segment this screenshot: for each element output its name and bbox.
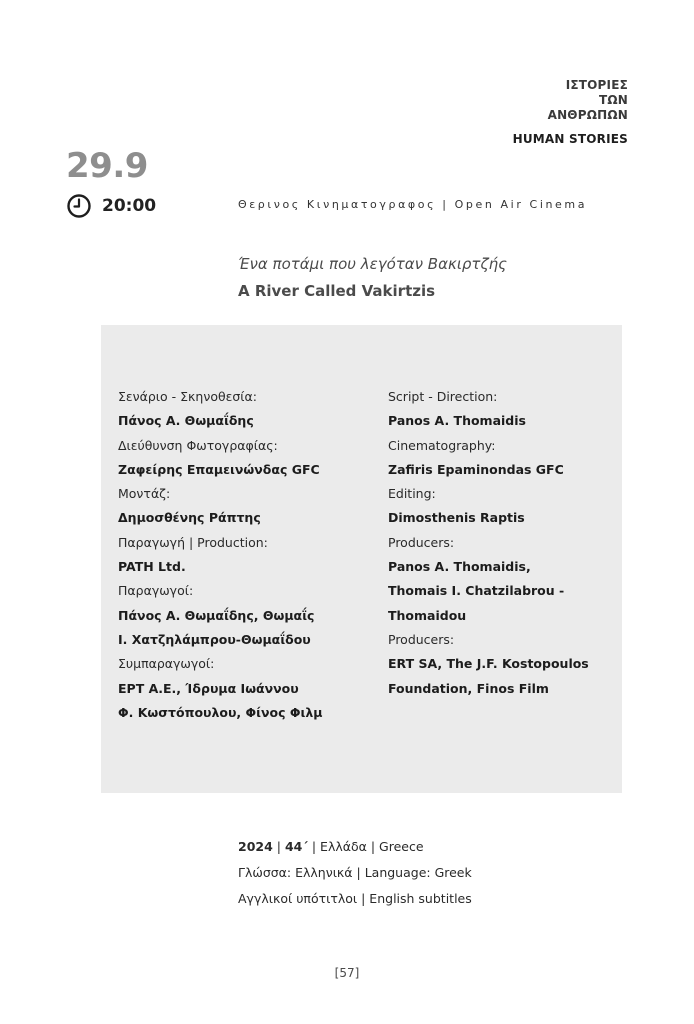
credit-value: Zafiris Epaminondas GFC bbox=[388, 461, 564, 477]
film-info-separator: | bbox=[272, 839, 285, 854]
screening-time-row bbox=[66, 192, 156, 220]
film-subtitles: Αγγλικοί υπότιτλοι | English subtitles bbox=[238, 891, 472, 906]
credit-label: Συμπαραγωγοί: bbox=[118, 656, 215, 672]
section-label-gr-1: ΙΣΤΟΡΙΕΣ bbox=[565, 78, 628, 92]
page-number: [57] bbox=[334, 966, 360, 980]
credit-value: Thomais I. Chatzilabrou - bbox=[388, 583, 565, 599]
film-duration: 44΄ bbox=[284, 839, 308, 854]
credit-value: Δημοσθένης Ράπτης bbox=[118, 510, 261, 526]
screening-time: 20:00 bbox=[102, 196, 157, 216]
credits-greek-column bbox=[118, 385, 323, 725]
credit-label: Editing: bbox=[388, 486, 436, 502]
film-info bbox=[238, 834, 472, 912]
credit-label: Cinematography: bbox=[388, 437, 496, 453]
film-year: 2024 bbox=[238, 839, 273, 854]
film-title-english: A River Called Vakirtzis bbox=[238, 282, 436, 300]
credit-label: Script - Direction: bbox=[388, 389, 498, 404]
film-info-line-1 bbox=[238, 834, 472, 860]
credit-label: Παραγωγοί: bbox=[118, 583, 194, 599]
credit-value: PATH Ltd. bbox=[118, 559, 186, 575]
section-label-gr-2: ΤΩΝ bbox=[598, 93, 628, 107]
credit-label: Producers: bbox=[388, 631, 455, 647]
section-label bbox=[513, 78, 628, 147]
credit-label: Παραγωγή | Production: bbox=[118, 534, 268, 550]
credit-value: Φ. Κωστόπουλου, Φίνος Φιλμ bbox=[118, 704, 323, 720]
film-language: Γλώσσα: Ελληνικά | Language: Greek bbox=[238, 865, 472, 880]
film-country: | Ελλάδα | Greece bbox=[307, 839, 424, 854]
venue: Θερινος Κινηματογραφος | Open Air Cinema bbox=[238, 198, 588, 211]
section-label-en: HUMAN STORIES bbox=[512, 132, 628, 146]
section-label-gr-3: ΑΝΘΡΩΠΩΝ bbox=[547, 108, 628, 122]
screening-date: 29.9 bbox=[66, 146, 148, 186]
credit-value: Panos A. Thomaidis bbox=[388, 413, 526, 429]
credit-value: Πάνος Α. Θωμαΐδης bbox=[118, 413, 254, 429]
credit-value: Panos A. Thomaidis, bbox=[388, 559, 531, 575]
credit-label: Μοντάζ: bbox=[118, 486, 171, 502]
credit-value: Dimosthenis Raptis bbox=[388, 510, 525, 526]
credit-value: Πάνος Α. Θωμαΐδης, Θωμαΐς bbox=[118, 607, 315, 623]
credit-value: Ι. Χατζηλάμπρου-Θωμαΐδου bbox=[118, 631, 311, 647]
clock-icon bbox=[66, 193, 92, 219]
credit-value: Thomaidou bbox=[388, 607, 467, 623]
credit-label: Σενάριο - Σκηνοθεσία: bbox=[118, 389, 257, 404]
credit-value: ΕΡΤ Α.Ε., Ίδρυμα Ιωάννου bbox=[118, 680, 299, 696]
credits-english-column bbox=[388, 385, 589, 701]
credit-label: Producers: bbox=[388, 534, 455, 550]
credit-value: Ζαφείρης Επαμεινώνδας GFC bbox=[118, 461, 320, 477]
film-title-greek: Ένα ποτάμι που λεγόταν Βακιρτζής bbox=[238, 255, 507, 273]
credit-label: Διεύθυνση Φωτογραφίας: bbox=[118, 437, 278, 453]
credit-value: ERT SA, The J.F. Kostopoulos bbox=[388, 656, 589, 672]
credits-box bbox=[101, 325, 622, 793]
credit-value: Foundation, Finos Film bbox=[388, 680, 549, 696]
